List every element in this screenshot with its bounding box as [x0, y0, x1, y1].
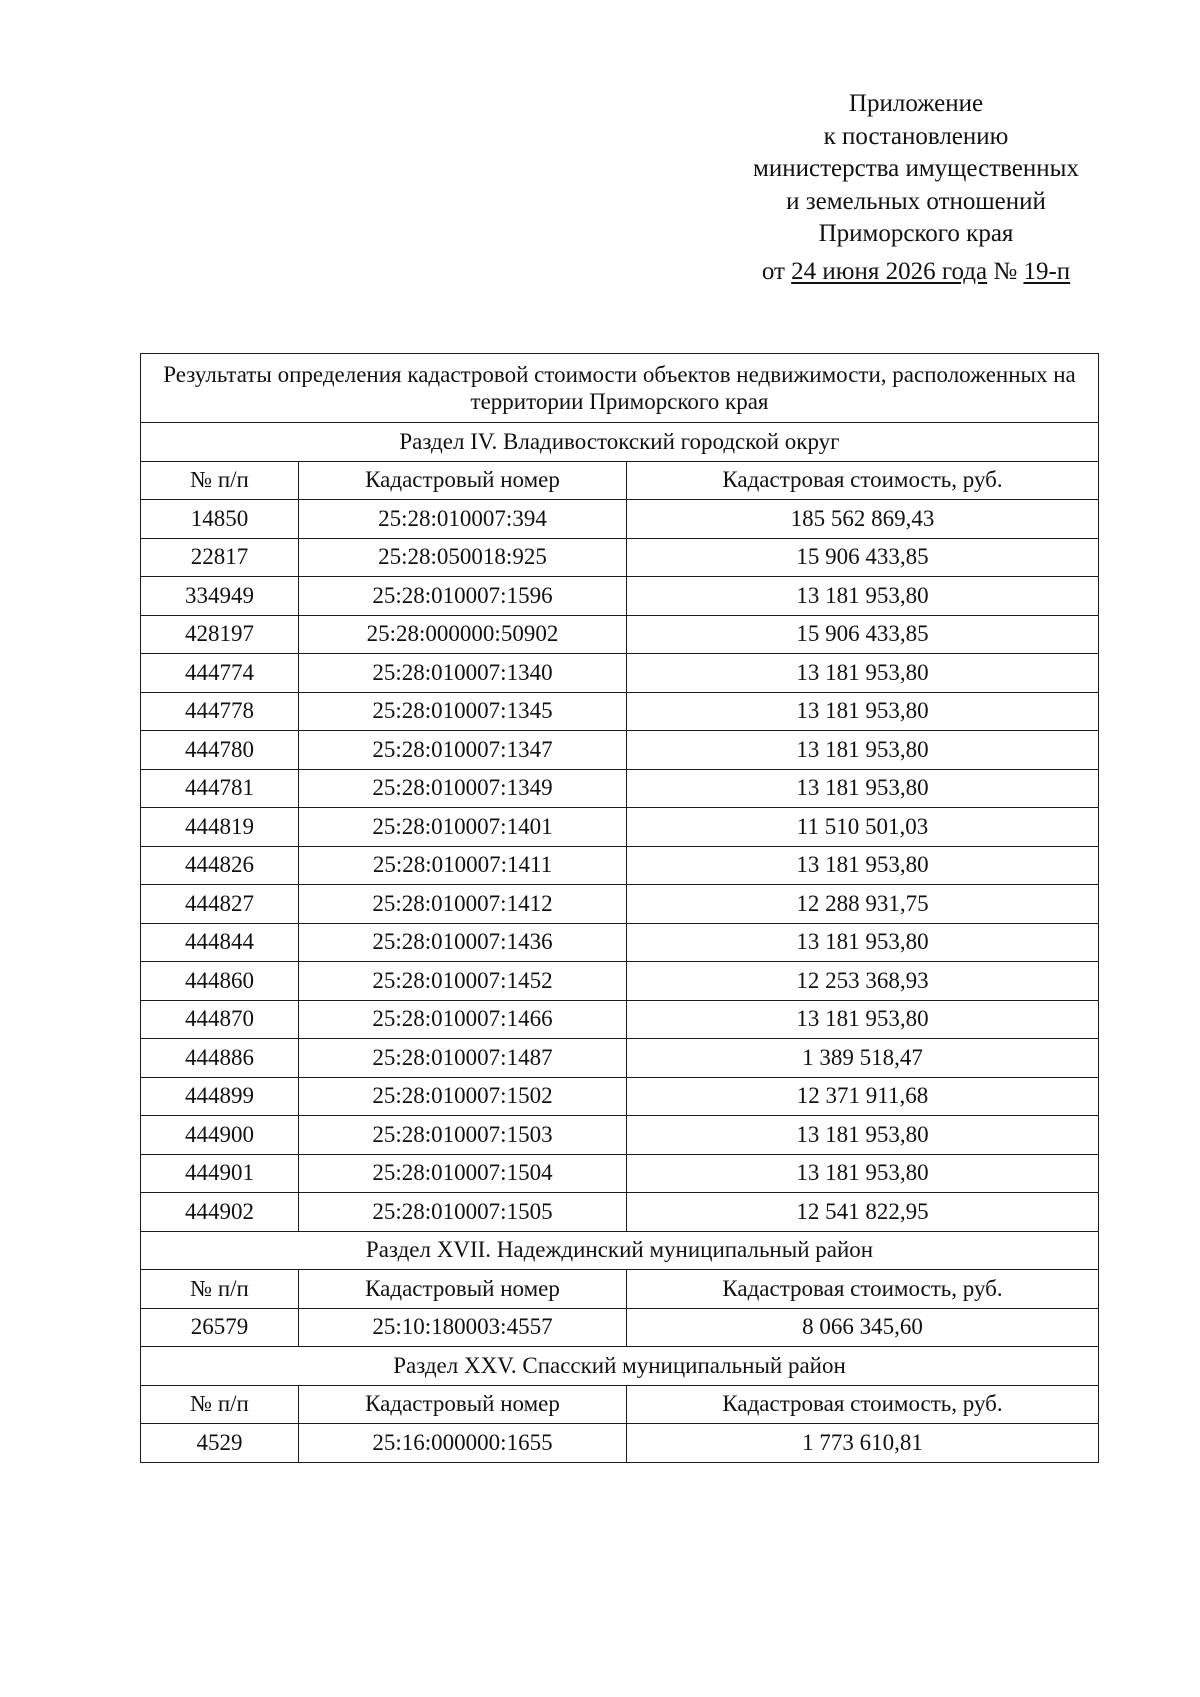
cell-cadastral-cost: 13 181 953,80	[627, 1000, 1099, 1039]
cell-cadastral-number: 25:28:000000:50902	[299, 615, 627, 654]
cell-cadastral-cost: 13 181 953,80	[627, 1154, 1099, 1193]
table-row	[141, 885, 1099, 924]
cell-cadastral-number: 25:28:010007:1412	[299, 885, 627, 924]
cell-cadastral-number: 25:28:010007:1596	[299, 577, 627, 616]
cell-cadastral-cost: 12 288 931,75	[627, 885, 1099, 924]
header-num: № п/п	[141, 1385, 299, 1424]
table-row	[141, 962, 1099, 1001]
appendix-line-3: министерства имущественных	[753, 155, 1079, 182]
cell-cadastral-cost: 185 562 869,43	[627, 500, 1099, 539]
cell-num: 444774	[141, 654, 299, 693]
cell-cadastral-number: 25:28:010007:1340	[299, 654, 627, 693]
table-row	[141, 1193, 1099, 1232]
cell-num: 444900	[141, 1116, 299, 1155]
cell-num: 444819	[141, 808, 299, 847]
table-row	[141, 1000, 1099, 1039]
date-prefix: от	[761, 257, 785, 285]
cell-num: 26579	[141, 1308, 299, 1347]
cell-num: 444886	[141, 1039, 299, 1078]
cell-cadastral-cost: 8 066 345,60	[627, 1308, 1099, 1347]
column-header-row	[141, 461, 1099, 500]
table-row	[141, 808, 1099, 847]
cell-cadastral-number: 25:28:010007:1502	[299, 1077, 627, 1116]
cell-cadastral-cost: 12 371 911,68	[627, 1077, 1099, 1116]
cell-cadastral-cost: 13 181 953,80	[627, 692, 1099, 731]
column-header-row	[141, 1385, 1099, 1424]
section-title-row	[141, 423, 1099, 462]
cell-cadastral-number: 25:28:010007:1411	[299, 846, 627, 885]
section-title-row	[141, 1231, 1099, 1270]
table-row	[141, 769, 1099, 808]
appendix-line-5: Приморского края	[818, 220, 1014, 247]
table-title: Результаты определения кадастровой стоимости объектов недвижимости, расположенных на территории Приморского края	[141, 354, 1099, 423]
table-row	[141, 692, 1099, 731]
cell-num: 444778	[141, 692, 299, 731]
cell-cadastral-cost: 13 181 953,80	[627, 846, 1099, 885]
cell-num: 22817	[141, 538, 299, 577]
appendix-date-line	[726, 256, 1106, 289]
header-cadastral: Кадастровый номер	[299, 461, 627, 500]
cell-num: 428197	[141, 615, 299, 654]
cell-cadastral-cost: 13 181 953,80	[627, 769, 1099, 808]
header-num: № п/п	[141, 461, 299, 500]
number-sign: №	[993, 257, 1018, 285]
header-cost: Кадастровая стоимость, руб.	[627, 461, 1099, 500]
cell-cadastral-number: 25:28:010007:1505	[299, 1193, 627, 1232]
cell-num: 444844	[141, 923, 299, 962]
cell-cadastral-number: 25:28:010007:1487	[299, 1039, 627, 1078]
header-num: № п/п	[141, 1270, 299, 1309]
cell-cadastral-cost: 13 181 953,80	[627, 731, 1099, 770]
cell-cadastral-number: 25:16:000000:1655	[299, 1424, 627, 1463]
appendix-header	[726, 88, 1106, 288]
cadastral-results-table	[140, 353, 1099, 1463]
cell-cadastral-number: 25:28:010007:1452	[299, 962, 627, 1001]
cell-cadastral-cost: 13 181 953,80	[627, 577, 1099, 616]
cell-cadastral-number: 25:28:010007:1345	[299, 692, 627, 731]
section-title-row	[141, 1347, 1099, 1386]
cell-cadastral-cost: 1 773 610,81	[627, 1424, 1099, 1463]
cell-cadastral-cost: 11 510 501,03	[627, 808, 1099, 847]
cell-cadastral-number: 25:28:050018:925	[299, 538, 627, 577]
cell-num: 444902	[141, 1193, 299, 1232]
table-body	[141, 354, 1099, 1463]
cell-cadastral-cost: 1 389 518,47	[627, 1039, 1099, 1078]
table-row	[141, 1039, 1099, 1078]
cell-num: 444899	[141, 1077, 299, 1116]
cell-num: 444826	[141, 846, 299, 885]
table-row	[141, 731, 1099, 770]
cell-cadastral-number: 25:28:010007:1504	[299, 1154, 627, 1193]
resolution-number: 19-п	[1023, 257, 1071, 285]
cell-num: 334949	[141, 577, 299, 616]
table-row	[141, 1077, 1099, 1116]
section-title: Раздел XVII. Надеждинский муниципальный район	[141, 1231, 1099, 1270]
header-cost: Кадастровая стоимость, руб.	[627, 1270, 1099, 1309]
table-row	[141, 577, 1099, 616]
cell-num: 444780	[141, 731, 299, 770]
header-cost: Кадастровая стоимость, руб.	[627, 1385, 1099, 1424]
table-row	[141, 1424, 1099, 1463]
cell-cadastral-number: 25:28:010007:1466	[299, 1000, 627, 1039]
table-row	[141, 615, 1099, 654]
column-header-row	[141, 1270, 1099, 1309]
table-row	[141, 1308, 1099, 1347]
cell-cadastral-number: 25:28:010007:1349	[299, 769, 627, 808]
resolution-date: 24 июня 2026 года	[791, 257, 988, 285]
header-cadastral: Кадастровый номер	[299, 1385, 627, 1424]
cell-cadastral-cost: 13 181 953,80	[627, 654, 1099, 693]
table-row	[141, 1154, 1099, 1193]
table-row	[141, 538, 1099, 577]
section-title: Раздел XXV. Спасский муниципальный район	[141, 1347, 1099, 1386]
cell-cadastral-cost: 13 181 953,80	[627, 923, 1099, 962]
table-row	[141, 1116, 1099, 1155]
cell-num: 444860	[141, 962, 299, 1001]
cell-cadastral-cost: 15 906 433,85	[627, 538, 1099, 577]
cell-cadastral-number: 25:28:010007:394	[299, 500, 627, 539]
cell-num: 4529	[141, 1424, 299, 1463]
cell-cadastral-cost: 12 541 822,95	[627, 1193, 1099, 1232]
appendix-line-2: к постановлению	[823, 122, 1009, 150]
cell-cadastral-number: 25:28:010007:1401	[299, 808, 627, 847]
table-row	[141, 654, 1099, 693]
cell-cadastral-cost: 15 906 433,85	[627, 615, 1099, 654]
cell-num: 14850	[141, 500, 299, 539]
cell-cadastral-number: 25:28:010007:1347	[299, 731, 627, 770]
header-cadastral: Кадастровый номер	[299, 1270, 627, 1309]
appendix-line-4: и земельных отношений	[786, 187, 1046, 215]
table-row	[141, 500, 1099, 539]
cell-num: 444827	[141, 885, 299, 924]
cell-cadastral-cost: 12 253 368,93	[627, 962, 1099, 1001]
appendix-title: Приложение	[848, 90, 984, 117]
cell-cadastral-number: 25:10:180003:4557	[299, 1308, 627, 1347]
table-title-row	[141, 354, 1099, 423]
table-row	[141, 923, 1099, 962]
cell-cadastral-number: 25:28:010007:1436	[299, 923, 627, 962]
cell-cadastral-cost: 13 181 953,80	[627, 1116, 1099, 1155]
cell-num: 444781	[141, 769, 299, 808]
cell-cadastral-number: 25:28:010007:1503	[299, 1116, 627, 1155]
table-row	[141, 846, 1099, 885]
section-title: Раздел IV. Владивостокский городской округ	[141, 423, 1099, 462]
cell-num: 444901	[141, 1154, 299, 1193]
cell-num: 444870	[141, 1000, 299, 1039]
